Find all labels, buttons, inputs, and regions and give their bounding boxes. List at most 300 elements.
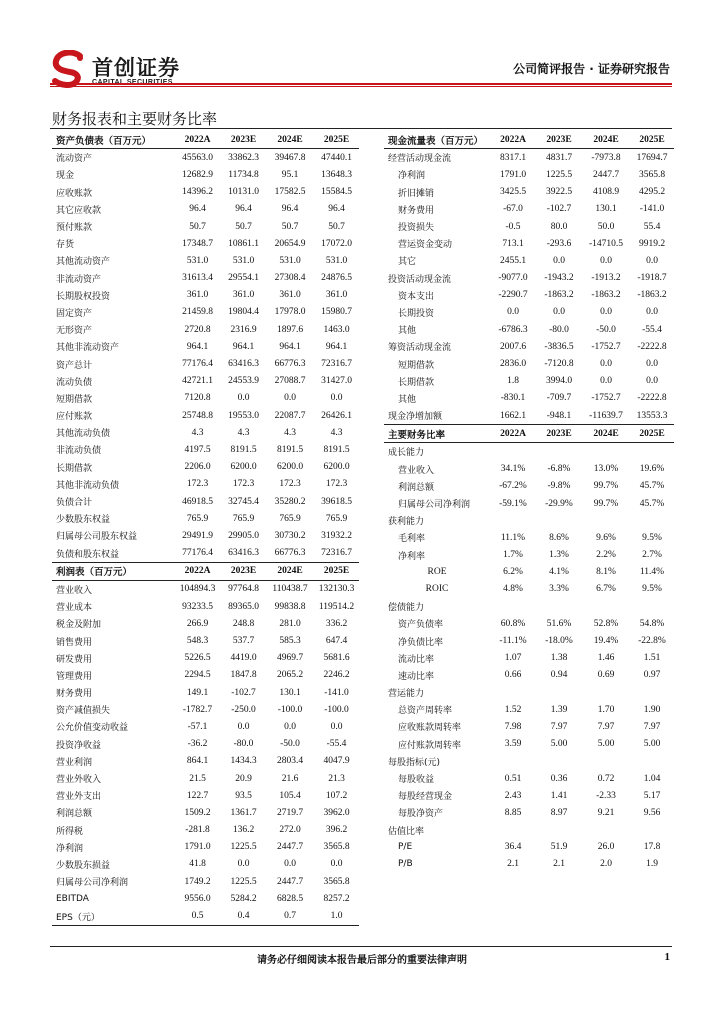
row-value: 0.0 xyxy=(646,255,658,266)
row-value: -2290.7 xyxy=(498,290,528,301)
row-value: 45.7% xyxy=(639,498,665,509)
row-value: 2.1 xyxy=(553,859,565,870)
row-label: 研发费用 xyxy=(56,654,93,665)
row-value: 1463.0 xyxy=(323,324,350,335)
row-value: 2455.1 xyxy=(499,255,527,266)
section-rule xyxy=(50,128,672,129)
table-row xyxy=(52,701,359,718)
table-row xyxy=(384,287,674,304)
row-value: 0.0 xyxy=(330,393,343,404)
row-value: -50.0 xyxy=(280,739,300,750)
row-value: -22.8% xyxy=(638,636,666,647)
row-value: 361.0 xyxy=(232,290,255,301)
row-label: 折旧摊销 xyxy=(398,188,435,199)
row-value: 272.0 xyxy=(279,825,301,836)
row-value xyxy=(536,443,582,461)
table-row xyxy=(384,166,674,183)
row-value: 63416.3 xyxy=(228,359,259,370)
row-value: 130.1 xyxy=(279,687,301,698)
table-row xyxy=(384,218,674,235)
row-value xyxy=(536,512,582,529)
row-value: 3565.8 xyxy=(323,876,350,887)
table-row xyxy=(52,373,359,390)
row-value: 25748.8 xyxy=(182,410,213,421)
row-value: 14396.2 xyxy=(182,187,213,198)
row-value: 54.8% xyxy=(639,618,665,629)
row-value: 8.6% xyxy=(549,532,569,543)
row-value: 72316.7 xyxy=(321,359,352,370)
row-value: 10131.0 xyxy=(228,187,259,198)
row-value xyxy=(536,598,582,615)
row-value xyxy=(582,822,630,839)
table-row xyxy=(52,822,359,839)
row-value: 26426.1 xyxy=(321,410,352,421)
row-value: 39618.5 xyxy=(321,496,352,507)
row-value: 77176.4 xyxy=(182,548,213,559)
logo-name-cn: 首创证券 xyxy=(92,56,180,80)
row-value: -141.0 xyxy=(639,204,665,215)
row-value: 51.6% xyxy=(546,618,572,629)
row-label: 固定资产 xyxy=(56,308,93,319)
row-value: 66776.3 xyxy=(274,548,306,559)
row-value: 0.0 xyxy=(646,307,658,318)
year-header: 2023E xyxy=(221,131,266,149)
row-value: 1897.6 xyxy=(276,324,304,335)
table-header-row xyxy=(52,131,359,149)
row-value: 9.56 xyxy=(643,807,661,818)
row-value: -11639.7 xyxy=(589,410,623,421)
row-value xyxy=(490,443,536,461)
row-value: -9.8% xyxy=(547,481,571,492)
row-value: 0.0 xyxy=(284,393,296,404)
row-value: -1752.7 xyxy=(591,341,621,352)
row-value: 0.0 xyxy=(600,376,612,387)
row-value: 15584.5 xyxy=(321,187,352,198)
row-value: 5.17 xyxy=(643,790,661,801)
row-value: 8257.2 xyxy=(323,893,350,904)
row-label: 筹资活动现金流 xyxy=(388,343,452,354)
row-value: 50.7 xyxy=(189,221,206,232)
row-value: 531.0 xyxy=(325,255,348,266)
table-row xyxy=(384,201,674,218)
row-value: 6828.5 xyxy=(276,893,304,904)
table-row xyxy=(384,684,674,701)
row-value: 6200.0 xyxy=(230,462,257,473)
row-value: 119514.2 xyxy=(318,601,355,612)
row-value: 1847.8 xyxy=(230,670,257,681)
row-label: 少数股东权益 xyxy=(56,515,111,526)
cashflow-ratio-table xyxy=(384,131,674,873)
row-label: 负债合计 xyxy=(56,498,93,509)
row-value: 1.39 xyxy=(550,704,568,715)
row-value: -2222.8 xyxy=(637,393,667,404)
row-value: 50.7 xyxy=(281,221,299,232)
table-row xyxy=(384,839,674,856)
row-value xyxy=(490,684,536,701)
row-value: 0.97 xyxy=(643,670,661,681)
table-row xyxy=(384,461,674,478)
year-header: 2024E xyxy=(266,562,314,580)
table-row xyxy=(52,667,359,684)
row-value: 17978.0 xyxy=(274,307,306,318)
row-value: 2720.8 xyxy=(184,324,211,335)
row-value: 35280.2 xyxy=(274,496,306,507)
table-row xyxy=(384,355,674,372)
row-value xyxy=(630,598,674,615)
row-value: -67.2% xyxy=(499,481,527,492)
year-header: 2024E xyxy=(582,131,630,149)
table-row xyxy=(52,753,359,770)
row-value: 50.7 xyxy=(328,221,345,232)
table-row xyxy=(384,650,674,667)
table-row xyxy=(52,527,359,544)
table-row xyxy=(52,235,359,252)
row-value: 2294.5 xyxy=(184,670,211,681)
row-value: 13.0% xyxy=(593,464,619,475)
row-value: 10861.1 xyxy=(228,238,259,249)
report-type: 公司简评报告 · 证券研究报告 xyxy=(513,62,670,76)
table-row xyxy=(384,856,674,873)
row-value: 11734.8 xyxy=(228,169,259,180)
row-value: 32745.4 xyxy=(228,496,259,507)
row-label: 营业收入 xyxy=(56,585,93,596)
row-value: 0.0 xyxy=(646,376,658,387)
table-row xyxy=(384,252,674,269)
table-row xyxy=(52,736,359,753)
row-value: 21.6 xyxy=(281,773,299,784)
row-label: 财务费用 xyxy=(56,689,93,700)
row-value: 72316.7 xyxy=(321,548,352,559)
row-value: 537.7 xyxy=(232,636,255,647)
row-value: 2246.2 xyxy=(323,670,350,681)
row-value: 26.0 xyxy=(597,842,615,853)
row-value xyxy=(630,512,674,529)
row-value xyxy=(536,684,582,701)
row-label: 净利润 xyxy=(398,171,426,182)
row-value: 4047.9 xyxy=(323,756,350,767)
row-value: 2.2% xyxy=(596,550,616,561)
table-row xyxy=(384,407,674,425)
row-value: 46918.5 xyxy=(182,496,213,507)
row-value: 105.4 xyxy=(279,790,301,801)
row-value: -1863.2 xyxy=(544,290,574,301)
row-value: 0.0 xyxy=(330,859,343,870)
table-row xyxy=(52,718,359,735)
row-value: 1434.3 xyxy=(230,756,257,767)
row-value: 585.3 xyxy=(279,636,301,647)
row-label: 长期股权投资 xyxy=(56,291,111,302)
row-label: 每股指标(元) xyxy=(388,757,441,768)
row-value: 24553.9 xyxy=(228,376,259,387)
row-value: 6.7% xyxy=(596,584,616,595)
row-value: 1.9 xyxy=(646,859,658,870)
row-value: 19.6% xyxy=(639,464,665,475)
row-value xyxy=(490,822,536,839)
row-value: 1.8 xyxy=(507,376,519,387)
row-label: EPS（元） xyxy=(52,907,174,925)
row-value: 2.1 xyxy=(507,859,519,870)
row-value: 765.9 xyxy=(279,513,301,524)
row-value: 8.85 xyxy=(504,807,522,818)
row-value: 396.2 xyxy=(325,825,348,836)
row-value: 647.4 xyxy=(325,636,348,647)
row-value: 99838.8 xyxy=(274,601,306,612)
row-label: 净利率 xyxy=(398,551,426,562)
row-value: 22087.7 xyxy=(274,410,306,421)
row-value xyxy=(582,753,630,770)
row-value: 34.1% xyxy=(500,464,526,475)
row-value: 77176.4 xyxy=(182,359,213,370)
row-value: 60.8% xyxy=(500,618,526,629)
row-value: 5284.2 xyxy=(230,893,257,904)
row-value: -14710.5 xyxy=(588,238,624,249)
row-value xyxy=(536,822,582,839)
row-value: 107.2 xyxy=(325,790,348,801)
row-value: -57.1 xyxy=(187,721,208,732)
row-value: 0.0 xyxy=(237,393,250,404)
row-value: 96.4 xyxy=(328,204,345,215)
row-value: 9.5% xyxy=(642,584,662,595)
row-value: 5226.5 xyxy=(184,653,211,664)
row-value: 0.0 xyxy=(284,721,296,732)
row-value: 47440.1 xyxy=(321,152,352,163)
table-row xyxy=(52,476,359,493)
row-label: 其他非流动资产 xyxy=(56,343,120,354)
row-value: 27308.4 xyxy=(274,273,306,284)
row-value: 1749.2 xyxy=(184,876,211,887)
row-value: 13553.3 xyxy=(636,410,668,421)
row-value: 31932.2 xyxy=(321,530,352,541)
row-label: 归属母公司净利润 xyxy=(56,878,129,889)
row-value: 149.1 xyxy=(186,687,209,698)
row-value: -6786.3 xyxy=(498,324,528,335)
row-value xyxy=(490,753,536,770)
row-value xyxy=(582,684,630,701)
row-value: 1791.0 xyxy=(499,169,527,180)
table-row xyxy=(384,235,674,252)
row-label: 财务费用 xyxy=(398,205,435,216)
row-value: 95.1 xyxy=(281,169,299,180)
row-value: 964.1 xyxy=(325,341,348,352)
row-value: 21459.8 xyxy=(182,307,213,318)
row-value: 104894.3 xyxy=(179,584,216,595)
row-value: 0.0 xyxy=(237,721,250,732)
row-label: 负债和股东权益 xyxy=(56,549,120,560)
row-value: -55.4 xyxy=(642,324,662,335)
table-title: 利润表（百万元） xyxy=(52,562,174,580)
row-value: 8.1% xyxy=(596,567,616,578)
table-row xyxy=(52,650,359,667)
row-value: 8191.5 xyxy=(230,444,257,455)
table-row xyxy=(52,252,359,269)
row-label: 其他流动负债 xyxy=(56,429,111,440)
row-value: 8.97 xyxy=(550,807,568,818)
row-label: 资本支出 xyxy=(398,291,435,302)
row-value: 110438.7 xyxy=(272,584,308,595)
row-value xyxy=(630,822,674,839)
row-label: 销售费用 xyxy=(56,637,93,648)
table-row xyxy=(52,201,359,218)
row-value: 7.97 xyxy=(597,721,615,732)
row-value: 1361.7 xyxy=(230,807,257,818)
row-value: 1.7% xyxy=(503,550,523,561)
row-value: 7.97 xyxy=(550,721,568,732)
row-value: 4.8% xyxy=(503,584,523,595)
row-label: 现金净增加额 xyxy=(388,412,443,423)
row-value: 1.51 xyxy=(643,653,661,664)
row-label: 应付账款周转率 xyxy=(398,740,462,751)
row-value: 13648.3 xyxy=(321,169,352,180)
row-value: 0.0 xyxy=(507,307,519,318)
row-label: 总资产周转率 xyxy=(398,706,453,717)
row-label: 每股经营现金 xyxy=(398,792,453,803)
row-value: 964.1 xyxy=(186,341,209,352)
row-value: 29491.9 xyxy=(182,530,213,541)
row-value xyxy=(490,598,536,615)
row-value: 1225.5 xyxy=(545,169,573,180)
table-row xyxy=(52,890,359,907)
row-value: 50.0 xyxy=(597,221,615,232)
year-header: 2025E xyxy=(630,131,674,149)
year-header: 2024E xyxy=(582,425,630,443)
row-label: 营业外收入 xyxy=(56,775,102,786)
row-label: 毛利率 xyxy=(398,534,426,545)
row-value: 4108.9 xyxy=(592,187,620,198)
row-value: 96.4 xyxy=(281,204,299,215)
table-row xyxy=(52,218,359,235)
row-value: 6.2% xyxy=(503,567,523,578)
row-value: 21.5 xyxy=(189,773,206,784)
row-value: 765.9 xyxy=(186,513,209,524)
row-label: 少数股东损益 xyxy=(56,860,111,871)
row-label: 估值比率 xyxy=(388,826,425,837)
year-header: 2022A xyxy=(174,562,221,580)
table-row xyxy=(384,770,674,787)
table-row xyxy=(52,598,359,615)
row-label: 其他 xyxy=(398,394,417,405)
table-row xyxy=(52,632,359,649)
row-label: 营业成本 xyxy=(56,603,93,614)
row-value: 3922.5 xyxy=(545,187,573,198)
row-value: -1752.7 xyxy=(591,393,621,404)
row-value xyxy=(582,443,630,461)
row-label: EBITDA xyxy=(56,893,89,904)
row-label: 应收账款 xyxy=(56,188,93,199)
footer-disclaimer: 请务必仔细阅读本报告最后部分的重要法律声明 xyxy=(257,955,467,966)
row-value xyxy=(582,512,630,529)
row-value: 4295.2 xyxy=(638,187,666,198)
row-value: 97764.8 xyxy=(228,584,259,595)
table-row xyxy=(384,390,674,407)
header-rule xyxy=(50,83,672,85)
section-title: 财务报表和主要财务比率 xyxy=(52,110,218,128)
row-value: 122.7 xyxy=(186,790,209,801)
row-value: 2836.0 xyxy=(499,359,527,370)
row-value: 45563.0 xyxy=(182,152,213,163)
row-label: 非流动负债 xyxy=(56,446,102,457)
row-label: 长期借款 xyxy=(398,377,435,388)
row-label: 成长能力 xyxy=(388,448,425,459)
row-value: -709.7 xyxy=(546,393,572,404)
table-title: 现金流量表（百万元） xyxy=(384,131,490,149)
row-value: -250.0 xyxy=(231,704,256,715)
row-label: 管理费用 xyxy=(56,671,93,682)
table-row xyxy=(52,338,359,355)
row-value: 2065.2 xyxy=(276,670,304,681)
row-value: 19804.4 xyxy=(228,307,259,318)
row-value: -102.7 xyxy=(546,204,572,215)
table-row xyxy=(384,598,674,615)
row-label: 投资损失 xyxy=(398,223,435,234)
row-label: 偿债能力 xyxy=(388,603,425,614)
row-label: 流动比率 xyxy=(398,654,435,665)
row-label: 其他流动资产 xyxy=(56,257,111,268)
row-label: 速动比率 xyxy=(398,671,435,682)
row-value: -2222.8 xyxy=(637,341,667,352)
row-value: 0.0 xyxy=(553,307,565,318)
table-row xyxy=(384,753,674,770)
row-value: 31427.0 xyxy=(321,376,352,387)
row-value: 248.8 xyxy=(232,618,255,629)
row-value xyxy=(630,443,674,461)
row-label: 利润总额 xyxy=(398,482,435,493)
row-value: 0.72 xyxy=(597,773,615,784)
row-label: 其它 xyxy=(398,257,417,268)
table-row xyxy=(384,581,674,598)
row-value: -11.1% xyxy=(499,636,527,647)
row-value: -50.0 xyxy=(596,324,616,335)
row-value: 713.1 xyxy=(502,238,524,249)
row-value: 0.0 xyxy=(553,255,565,266)
table-row xyxy=(52,684,359,701)
year-header: 2024E xyxy=(266,131,314,149)
row-value: 4969.7 xyxy=(276,653,304,664)
year-header: 2022A xyxy=(490,131,536,149)
row-value: 1.52 xyxy=(504,704,522,715)
row-label: 资产总计 xyxy=(56,360,93,371)
row-value: 0.94 xyxy=(550,670,568,681)
row-value: 964.1 xyxy=(279,341,301,352)
row-value: -29.9% xyxy=(545,498,573,509)
row-value: -36.2 xyxy=(187,739,208,750)
row-value: 52.8% xyxy=(593,618,619,629)
page-number: 1 xyxy=(664,951,670,963)
row-value: -1918.7 xyxy=(637,273,667,284)
row-value: 17072.0 xyxy=(321,238,352,249)
row-value: 19553.0 xyxy=(228,410,259,421)
row-label: 长期借款 xyxy=(56,463,93,474)
row-label: 投资活动现金流 xyxy=(388,274,452,285)
row-value: -1863.2 xyxy=(637,290,667,301)
row-value: 361.0 xyxy=(279,290,301,301)
row-value: -0.5 xyxy=(505,221,521,232)
table-row xyxy=(52,545,359,563)
row-value: 7.98 xyxy=(504,721,522,732)
row-label: 资产减值损失 xyxy=(56,706,111,717)
row-value: 0.0 xyxy=(330,721,343,732)
table-row xyxy=(384,149,674,167)
row-value: 41.8 xyxy=(189,859,206,870)
table-row xyxy=(52,441,359,458)
row-value: -9077.0 xyxy=(498,273,528,284)
table-row xyxy=(384,321,674,338)
row-label: 经营活动现金流 xyxy=(388,154,452,165)
table-row xyxy=(384,804,674,821)
row-label: 归属母公司股东权益 xyxy=(56,532,138,543)
row-value: 0.0 xyxy=(284,859,296,870)
row-value: 5.00 xyxy=(550,739,568,750)
row-value: 1225.5 xyxy=(230,876,257,887)
